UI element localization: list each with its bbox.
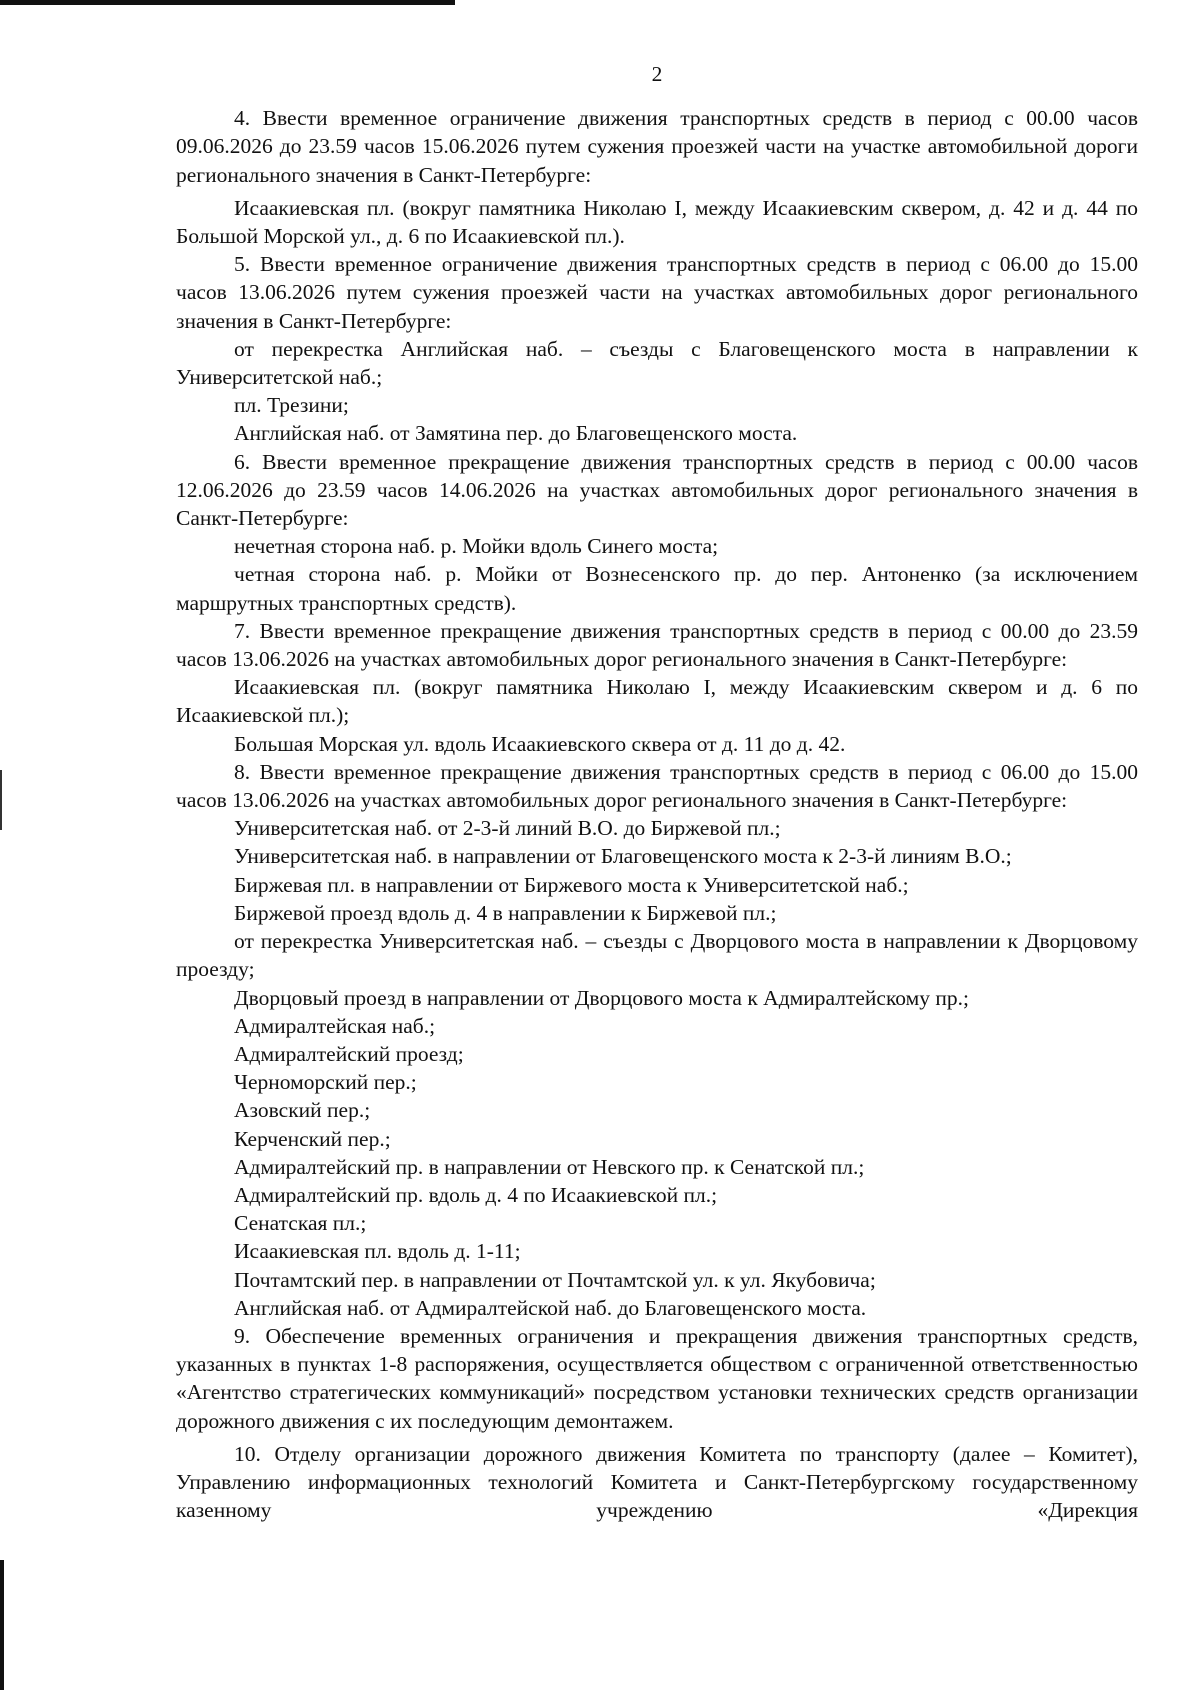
paragraph-8: 8. Ввести временное прекращение движения транспортных средств в период с 06.00 до 15.00 часов 13.06.2026 на участках автомобильных дорог регионального значения в Санкт-Петербурге: (176, 759, 1138, 813)
paragraph-8-list-item: Сенатская пл.; (234, 1211, 367, 1236)
scan-mark-left (0, 770, 2, 830)
paragraph-8-list-item: Почтамтский пер. в направлении от Почтамтской ул. к ул. Якубовича; (234, 1267, 876, 1292)
paragraph-4: 4. Ввести временное ограничение движения транспортных средств в период с 00.00 часов 09.06.2026 до 23.59 часов 15.06.2026 путем сужения проезжей части на участке автомобильной дороги регионального значения в Санкт-Петербурге: (176, 106, 1138, 187)
paragraph-6: 6. Ввести временное прекращение движения транспортных средств в период с 00.00 часов 12.06.2026 до 23.59 часов 14.06.2026 на участках автомобильных дорог регионального значения в Санкт-Петербурге: (176, 449, 1138, 531)
paragraph-4-item-1: Исаакиевская пл. (вокруг памятника Николаю I, между Исаакиевским сквером, д. 42 и д. 44 по Большой Морской ул., д. 6 по Исаакиевской пл.). (176, 195, 1138, 249)
page-number: 2 (651, 62, 663, 86)
paragraph-8-list-item: Адмиралтейская наб.; (234, 1013, 436, 1038)
paragraph-5-item-3: Английская наб. от Замятина пер. до Благовещенского моста. (234, 421, 798, 446)
paragraph-5-item-2: пл. Трезини; (234, 393, 349, 418)
paragraph-8-item-5: от перекрестка Университетская наб. – съезды с Дворцового моста в направлении к Дворцовому проезду; (176, 929, 1138, 982)
paragraph-8-list-item: Черноморский пер.; (234, 1070, 417, 1095)
paragraph-5: 5. Ввести временное ограничение движения транспортных средств в период с 06.00 до 15.00 часов 13.06.2026 путем сужения проезжей части на участках автомобильных дорог регионального значения в Санкт-Петербурге: (176, 252, 1138, 333)
paragraph-9: 9. Обеспечение временных ограничения и прекращения движения транспортных средств, указанных в пунктах 1-8 распоряжения, осуществляется обществом с ограниченной ответственностью «Агентство стратегических коммуникаций» посредством установки технических средств организации дорожного движения с их последующим демонтажем. (176, 1323, 1138, 1433)
scan-border-top (0, 0, 455, 5)
paragraph-8-list-item: Адмиралтейский пр. в направлении от Невского пр. к Сенатской пл.; (234, 1154, 865, 1179)
paragraph-8-list-item: Керченский пер.; (234, 1126, 391, 1151)
paragraph-8-list-item: Азовский пер.; (234, 1098, 371, 1123)
paragraph-8-list-item: Университетская наб. в направлении от Благовещенского моста к 2-3-й линиям В.О.; (234, 844, 1012, 869)
paragraph-8-list-item: Адмиралтейский пр. вдоль д. 4 по Исаакиевской пл.; (234, 1182, 718, 1207)
paragraph-7-item-2: Большая Морская ул. вдоль Исаакиевского сквера от д. 11 до д. 42. (234, 731, 846, 756)
paragraph-8-list-item: Дворцовый проезд в направлении от Дворцового моста к Адмиралтейскому пр.; (234, 985, 969, 1010)
paragraph-8-list-item: Адмиралтейский проезд; (234, 1041, 464, 1066)
paragraph-8-list-item: Биржевой проезд вдоль д. 4 в направлении к Биржевой пл.; (234, 900, 777, 925)
paragraph-8-list-item: Биржевая пл. в направлении от Биржевого моста к Университетской наб.; (234, 872, 909, 897)
paragraph-5-item-1: от перекрестка Английская наб. – съезды с Благовещенского моста в направлении к Университетской наб.; (176, 336, 1138, 390)
paragraph-8-list-item: Исаакиевская пл. вдоль д. 1-11; (234, 1239, 521, 1264)
scan-border-left (0, 1560, 4, 1690)
paragraph-7: 7. Ввести временное прекращение движения транспортных средств в период с 00.00 до 23.59 часов 13.06.2026 на участках автомобильных дорог регионального значения в Санкт-Петербурге: (176, 618, 1138, 672)
paragraph-8-list-item: Английская наб. от Адмиралтейской наб. до Благовещенского моста. (234, 1295, 867, 1320)
paragraph-8-list-item: Университетская наб. от 2-3-й линий В.О. до Биржевой пл.; (234, 816, 781, 841)
paragraph-10: 10. Отделу организации дорожного движения Комитета по транспорту (далее – Комитет), Управлению информационных технологий Комитета и Санкт-Петербургскому государственному казенному учреждению «Дирекция (176, 1441, 1138, 1523)
paragraph-6-item-1: нечетная сторона наб. р. Мойки вдоль Синего моста; (234, 534, 719, 559)
paragraph-6-item-2: четная сторона наб. р. Мойки от Вознесенского пр. до пер. Антоненко (за исключением маршрутных транспортных средств). (176, 562, 1138, 615)
paragraph-7-item-1: Исаакиевская пл. (вокруг памятника Николаю I, между Исаакиевским сквером и д. 6 по Исаакиевской пл.); (176, 675, 1138, 728)
document-page (176, 60, 1138, 1524)
